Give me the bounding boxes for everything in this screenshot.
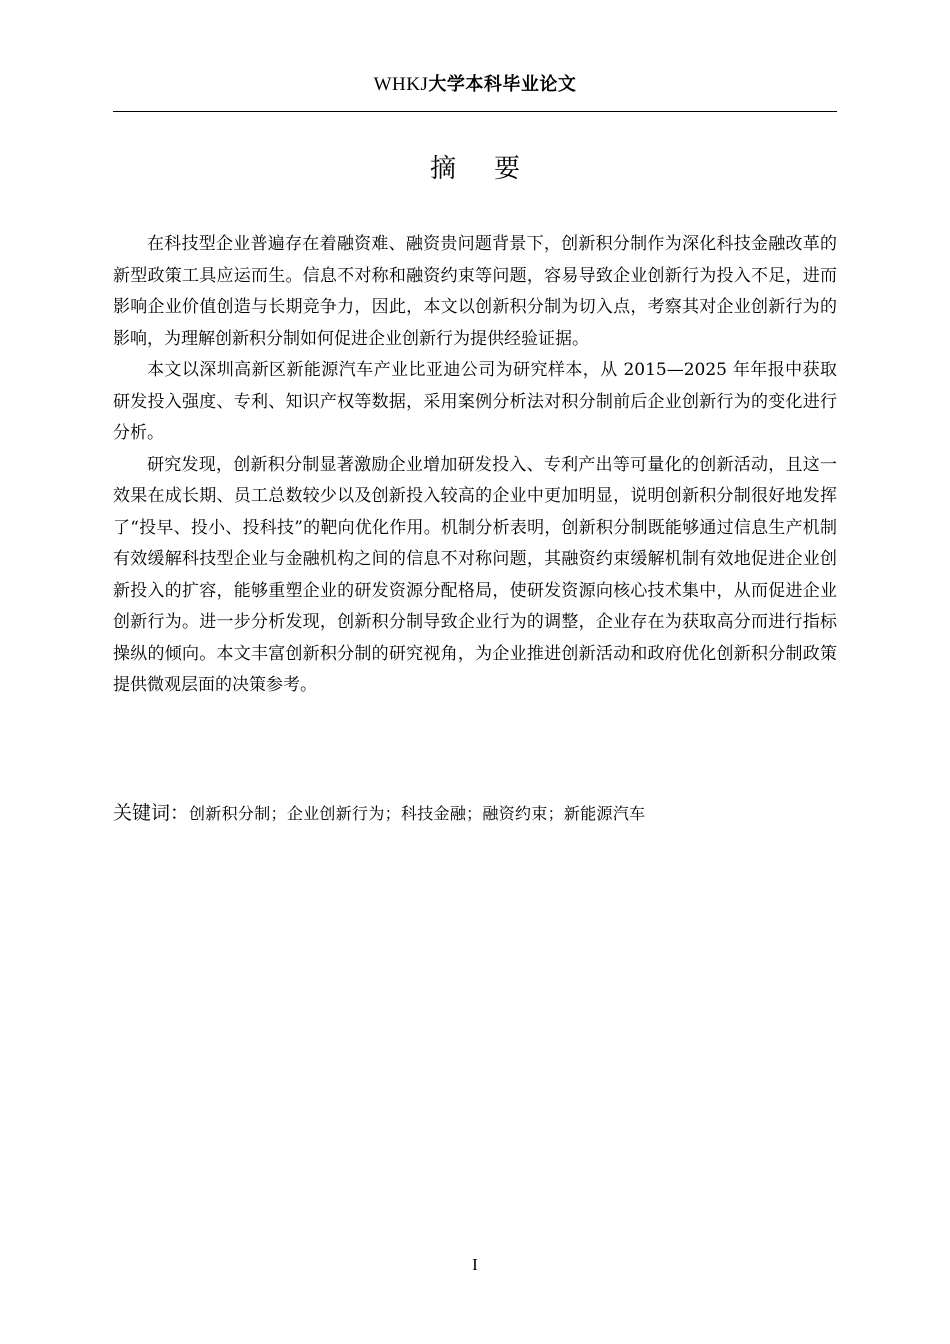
header-title: 大学本科毕业论文	[428, 74, 577, 95]
keywords	[113, 797, 837, 830]
keywords-list: 创新积分制；企业创新行为；科技金融；融资约束；新能源汽车	[189, 804, 646, 823]
running-header	[113, 70, 837, 99]
header-institution: WHKJ	[373, 74, 429, 95]
page-title: 摘要	[429, 154, 558, 184]
abstract-paragraph-3: 研究发现，创新积分制显著激励企业增加研发投入、专利产出等可量化的创新活动，且这一效果在成长期、员工总数较少以及创新投入较高的企业中更加明显，说明创新积分制很好地发挥了“投早、投小、投科技”的靶向优化作用。机制分析表明，创新积分制既能够通过信息生产机制有效缓解科技型企业与金融机构之间的信息不对称问题，其融资约束缓解机制有效地促进企业创新投入的扩容，能够重塑企业的研发资源分配格局，使研发资源向核心技术集中，从而促进企业创新行为。进一步分析发现，创新积分制导致企业行为的调整，企业存在为获取高分而进行指标操纵的倾向。本文丰富创新积分制的研究视角，为企业推进创新活动和政府优化创新积分制政策提供微观层面的决策参考。	[113, 454, 837, 695]
keywords-label: 关键词：	[113, 802, 190, 824]
abstract-paragraph-2: 本文以深圳高新区新能源汽车产业比亚迪公司为研究样本，从 2015—2025 年年报中获取研发投入强度、专利、知识产权等数据，采用案例分析法对积分制前后企业创新行为的变化进行分析。	[113, 360, 837, 443]
header-divider	[113, 111, 837, 112]
page-number: I	[472, 1255, 478, 1274]
abstract-body	[113, 229, 837, 702]
abstract-paragraph-1: 在科技型企业普遍存在着融资难、融资贵问题背景下，创新积分制作为深化科技金融改革的新型政策工具应运而生。信息不对称和融资约束等问题，容易导致企业创新行为投入不足，进而影响企业价值创造与长期竞争力，因此，本文以创新积分制为切入点，考察其对企业创新行为的影响，为理解创新积分制如何促进企业创新行为提供经验证据。	[113, 234, 837, 349]
